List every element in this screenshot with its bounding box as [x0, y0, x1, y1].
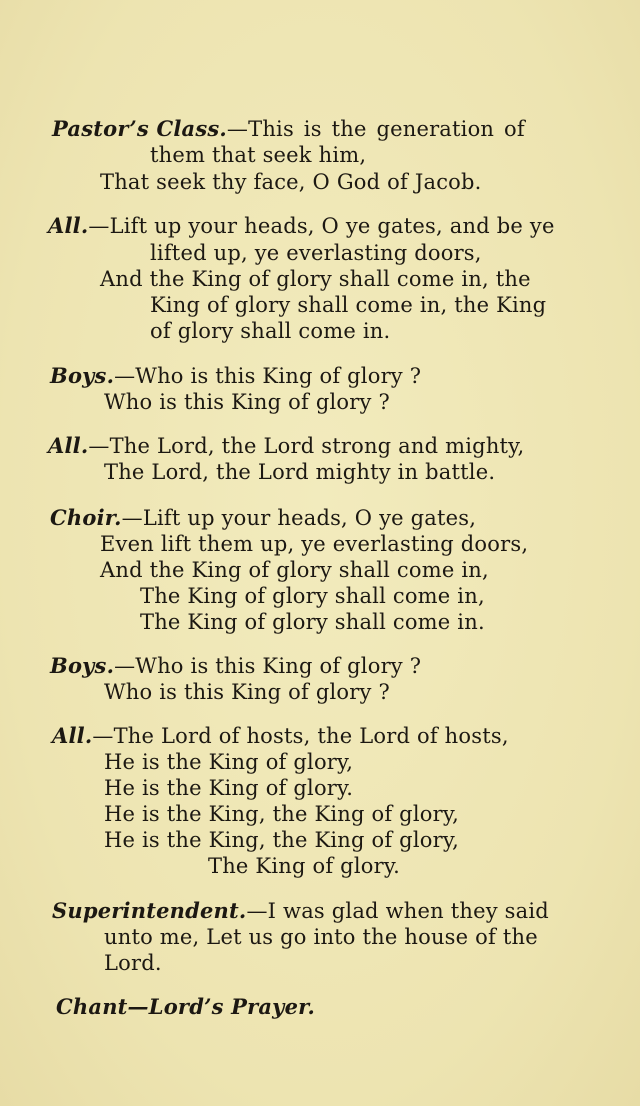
stanza-line: King of glory shall come in, the King — [150, 293, 547, 317]
stanza-line: All.—Lift up your heads, O ye gates, and be ye — [48, 213, 555, 238]
stanza-line: Choir.—Lift up your heads, O ye gates, — [50, 505, 477, 530]
stanza-line: lifted up, ye everlasting doors, — [150, 241, 482, 265]
stanza-line: He is the King, the King of glory, — [104, 828, 459, 852]
stanza-line: them that seek him, — [150, 143, 367, 167]
stanza-line: of glory shall come in. — [150, 319, 391, 343]
speaker-label: Boys. — [50, 653, 115, 678]
stanza-line: That seek thy face, O God of Jacob. — [100, 170, 482, 194]
stanza-line: Who is this King of glory ? — [104, 390, 390, 414]
speaker-label: Superintendent. — [52, 898, 247, 923]
stanza-line: Boys.—Who is this King of glory ? — [50, 363, 422, 388]
stanza-line: Lord. — [104, 951, 162, 975]
stanza-line: He is the King of glory, — [104, 750, 354, 774]
stanza-line: The King of glory shall come in, — [140, 584, 485, 608]
stanza-line: The Lord, the Lord mighty in battle. — [104, 460, 496, 484]
speaker-label: Boys. — [50, 363, 115, 388]
stanza-line: The King of glory shall come in. — [140, 610, 485, 634]
stanza-line: The King of glory. — [208, 854, 400, 878]
stanza-line: All.—The Lord, the Lord strong and mighty, — [48, 433, 525, 458]
stanza-line: He is the King of glory. — [104, 776, 354, 800]
stanza-line: And the King of glory shall come in, the — [100, 267, 531, 291]
stanza-line: unto me, Let us go into the house of the — [104, 925, 538, 949]
stanza-line: He is the King, the King of glory, — [104, 802, 459, 826]
speaker-label: All. — [48, 433, 89, 458]
speaker-label: All. — [48, 213, 89, 238]
stanza-line: And the King of glory shall come in, — [100, 558, 489, 582]
speaker-label: Choir. — [50, 505, 122, 530]
stanza-line: Even lift them up, ye everlasting doors, — [100, 532, 529, 556]
stanza-line: Boys.—Who is this King of glory ? — [50, 653, 422, 678]
stanza-line: All.—The Lord of hosts, the Lord of hosts, — [52, 723, 509, 748]
closing-chant: Chant—Lord’s Prayer. — [56, 994, 315, 1019]
stanza-line: Pastor’s Class.—This is the generation of — [52, 116, 525, 141]
stanza-line: Superintendent.—I was glad when they said — [52, 898, 549, 923]
speaker-label: Pastor’s Class. — [52, 116, 227, 141]
stanza-line: Who is this King of glory ? — [104, 680, 390, 704]
speaker-label: All. — [52, 723, 93, 748]
